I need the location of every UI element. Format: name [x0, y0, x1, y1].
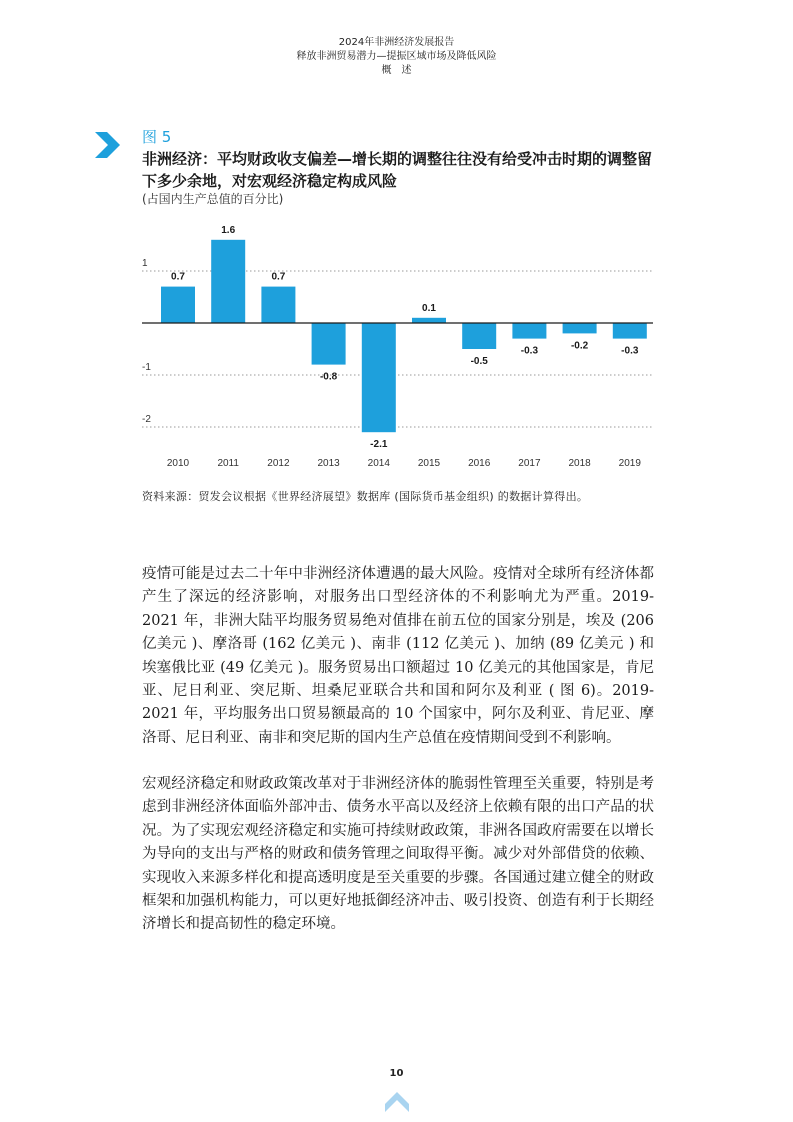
- bar: [412, 318, 446, 323]
- page-number: 10: [389, 1068, 404, 1079]
- header-section: 概 述: [381, 65, 412, 76]
- data-label: -0.3: [621, 345, 639, 357]
- x-tick-label: 2011: [217, 458, 239, 469]
- data-label: 0.1: [422, 302, 436, 314]
- data-label: -2.1: [370, 439, 388, 451]
- data-label: -0.3: [520, 345, 539, 357]
- x-tick-label: 2017: [518, 458, 541, 469]
- data-label: 1.6: [221, 224, 236, 236]
- x-tick-label: 2013: [317, 458, 340, 469]
- figure-label: 图 5: [142, 128, 172, 146]
- header-report-title: 2024年非洲经济发展报告: [338, 37, 455, 48]
- bar: [462, 323, 496, 349]
- source-note: 资料来源：贸发会议根据《世界经济展望》数据库 (国际货币基金组织) 的数据计算得出。: [142, 490, 589, 503]
- x-tick-label: 2016: [468, 458, 491, 469]
- x-tick-label: 2014: [367, 458, 390, 469]
- bar: [613, 323, 647, 339]
- x-tick-label: 2015: [417, 458, 441, 469]
- header-subtitle: 释放非洲贸易潜力—提振区域市场及降低风险: [296, 51, 497, 62]
- data-label: -0.5: [470, 356, 488, 367]
- x-tick-label: 2019: [618, 458, 641, 469]
- data-label: 0.7: [171, 271, 185, 283]
- figure-unit: (占国内生产总值的百分比): [142, 192, 284, 206]
- chevron-right-icon: [93, 130, 121, 160]
- x-tick-label: 2018: [568, 458, 591, 469]
- y-tick-label: -1: [142, 362, 151, 373]
- y-tick-label: 1: [142, 258, 148, 269]
- bar: [261, 287, 295, 323]
- y-tick-label: -2: [142, 414, 151, 425]
- data-label: -0.2: [570, 340, 589, 352]
- paragraph-1: 疫情可能是过去二十年中非洲经济体遭遇的最大风险。疫情对全球所有经济体都产生了深远的经济影响，对服务出口型经济体的不利影响尤为严重。2019-2021 年，非洲大陆平均服务贸易绝对值排在前五位的国家分别是，埃及 (206 亿美元 )、摩洛哥 (162 亿美元 )、南非 (112 亿美元 )、加纳 (89 亿美元 ) 和埃塞俄比亚 (49 亿美元 )。服务贸易出口额超过 10 亿美元的其他国家是，肯尼亚、尼日利亚、突尼斯、坦桑尼亚联合共和国和阿尔及利亚 ( 图 6)。2019-2021 年，平均服务出口贸易额最高的 10 个国家中，阿尔及利亚、肯尼亚、摩洛哥、尼日利亚、南非和突尼斯的国内生产总值在疫情期间受到不利影响。: [142, 566, 654, 746]
- data-label: -0.8: [319, 371, 338, 383]
- figure-title: 非洲经济：平均财政收支偏差—增长期的调整往往没有给受冲击时期的调整留下多少余地，对宏观经济稳定构成风险: [142, 150, 653, 190]
- bar: [161, 287, 195, 323]
- x-tick-label: 2012: [267, 458, 290, 469]
- data-label: 0.7: [271, 271, 286, 283]
- paragraph-2: 宏观经济稳定和财政政策改革对于非洲经济体的脆弱性管理至关重要，特别是考虑到非洲经济体面临外部冲击、债务水平高以及经济上依赖有限的出口产品的状况。为了实现宏观经济稳定和实施可持续财政政策，非洲各国政府需要在以增长为导向的支出与严格的财政和债务管理之间取得平衡。减少对外部借贷的依赖、实现收入来源多样化和提高透明度是至关重要的步骤。各国通过建立健全的财政框架和加强机构能力，可以更好地抵御经济冲击、吸引投资、创造有利于长期经济增长和提高韧性的稳定环境。: [142, 776, 654, 933]
- bar: [563, 323, 597, 333]
- x-tick-label: 2010: [166, 458, 190, 469]
- bar: [512, 323, 546, 339]
- bar: [312, 323, 346, 365]
- bar: [362, 323, 396, 432]
- bar: [211, 240, 245, 323]
- chevron-up-icon[interactable]: [384, 1091, 410, 1113]
- running-header: [0, 36, 793, 78]
